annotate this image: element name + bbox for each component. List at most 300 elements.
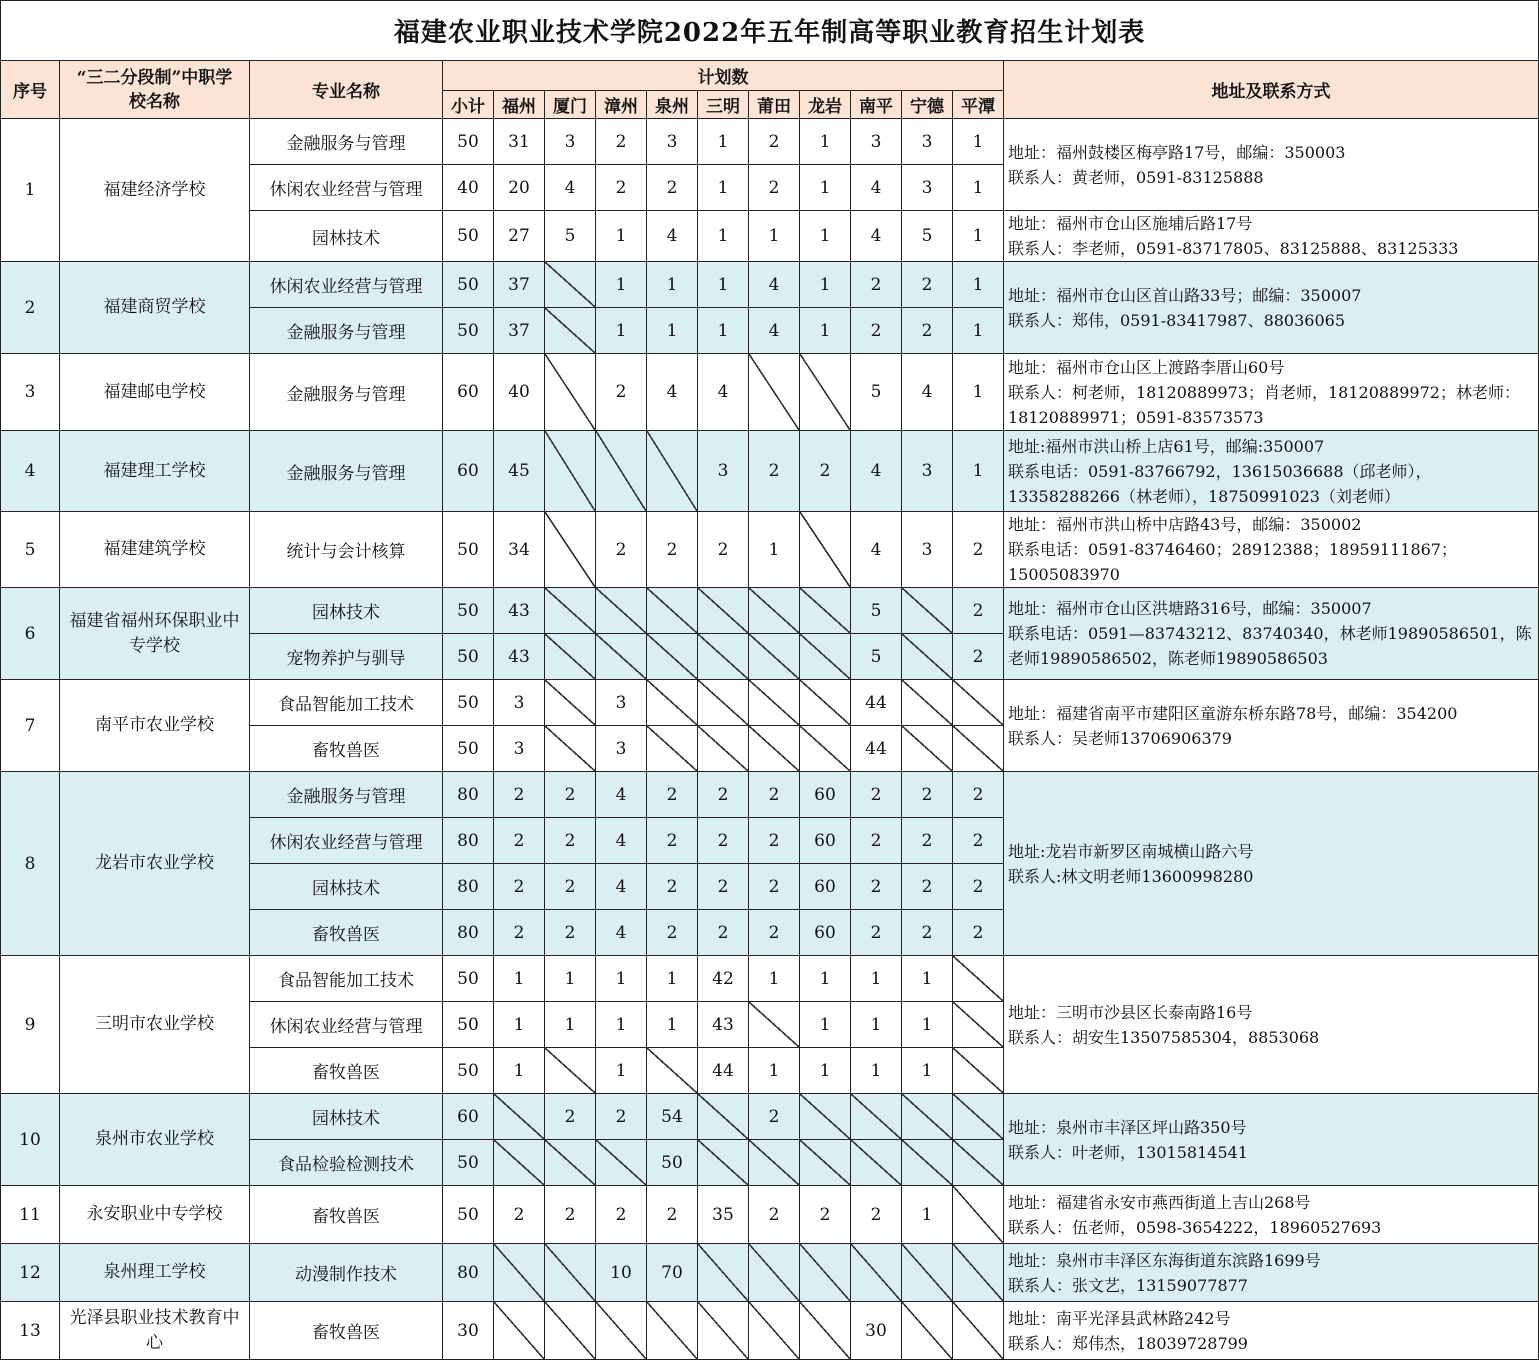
plan-count-cell: 80: [443, 818, 494, 864]
contact-line: 地址：福州市仓山区上渡路李厝山60号: [1008, 357, 1285, 377]
plan-count-cell: 2: [698, 910, 749, 956]
seq-cell: 4: [1, 431, 60, 512]
plan-count-cell: 2: [953, 910, 1004, 956]
plan-count-cell: 1: [698, 308, 749, 354]
plan-count-cell: 3: [902, 431, 953, 512]
plan-count-cell: 5: [851, 588, 902, 634]
plan-count-cell: 50: [443, 956, 494, 1002]
header-school: “三二分段制”中职学校名称: [60, 61, 250, 119]
empty-slash-cell: [647, 634, 698, 680]
plan-count-cell: 2: [902, 308, 953, 354]
contact-cell: [1004, 211, 1539, 262]
seq-cell: 10: [1, 1094, 60, 1186]
plan-count-cell: 1: [494, 956, 545, 1002]
plan-count-cell: 1: [596, 1002, 647, 1048]
empty-slash-cell: [749, 1140, 800, 1186]
plan-count-cell: 5: [902, 211, 953, 262]
plan-count-cell: 5: [851, 354, 902, 431]
empty-slash-cell: [800, 1094, 851, 1140]
school-name-cell: 福建经济学校: [60, 119, 250, 262]
plan-count-cell: 2: [494, 864, 545, 910]
empty-slash-cell: [494, 1094, 545, 1140]
empty-slash-cell: [545, 726, 596, 772]
table-row: [1, 588, 1539, 634]
contact-cell: [1004, 588, 1539, 680]
plan-count-cell: 2: [596, 119, 647, 165]
header-col: 三明: [698, 91, 749, 119]
empty-slash-cell: [545, 1140, 596, 1186]
header-col: 莆田: [749, 91, 800, 119]
contact-line: 地址：福州鼓楼区梅亭路17号，邮编：350003: [1008, 142, 1346, 162]
plan-count-cell: 2: [749, 864, 800, 910]
table-row: [1, 512, 1539, 588]
plan-count-cell: 80: [443, 910, 494, 956]
major-cell: 畜牧兽医: [250, 1186, 443, 1244]
header-col: 福州: [494, 91, 545, 119]
plan-count-cell: 2: [494, 910, 545, 956]
plan-count-cell: 2: [953, 512, 1004, 588]
plan-count-cell: 3: [596, 726, 647, 772]
header-col: 南平: [851, 91, 902, 119]
empty-slash-cell: [953, 680, 1004, 726]
plan-count-cell: 1: [953, 119, 1004, 165]
table-row: [1, 262, 1539, 308]
plan-count-cell: 2: [851, 864, 902, 910]
plan-count-cell: 30: [443, 1302, 494, 1360]
table-row: [1, 956, 1539, 1002]
plan-count-cell: 2: [647, 165, 698, 211]
contact-line: 地址：福建省永安市燕西街道上吉山268号: [1008, 1192, 1311, 1212]
seq-cell: 2: [1, 262, 60, 354]
major-cell: 宠物养护与驯导: [250, 634, 443, 680]
contact-line: 联系人：胡安生13507585304，8853068: [1008, 1027, 1320, 1047]
empty-slash-cell: [902, 1094, 953, 1140]
contact-line: 联系人：伍老师，0598-3654222，18960527693: [1008, 1217, 1382, 1237]
empty-slash-cell: [647, 680, 698, 726]
plan-count-cell: 2: [800, 1186, 851, 1244]
empty-slash-cell: [596, 1302, 647, 1360]
plan-count-cell: 1: [494, 1002, 545, 1048]
empty-slash-cell: [545, 1048, 596, 1094]
plan-count-cell: 54: [647, 1094, 698, 1140]
empty-slash-cell: [851, 1244, 902, 1302]
plan-count-cell: 2: [647, 910, 698, 956]
plan-count-cell: 1: [902, 1048, 953, 1094]
plan-count-cell: 1: [800, 165, 851, 211]
contact-line: 地址：三明市沙县区长泰南路16号: [1008, 1002, 1253, 1022]
contact-line: 联系人：黄老师，0591-83125888: [1008, 167, 1264, 187]
header-seq: 序号: [1, 61, 60, 119]
plan-count-cell: 60: [443, 1094, 494, 1140]
plan-count-cell: 44: [851, 680, 902, 726]
major-cell: 休闲农业经营与管理: [250, 165, 443, 211]
plan-count-cell: 2: [851, 818, 902, 864]
plan-count-cell: 2: [596, 512, 647, 588]
contact-line: 地址：南平光泽县武林路242号: [1008, 1308, 1231, 1328]
seq-cell: 3: [1, 354, 60, 431]
plan-count-cell: 1: [596, 956, 647, 1002]
empty-slash-cell: [647, 588, 698, 634]
empty-slash-cell: [749, 1002, 800, 1048]
empty-slash-cell: [647, 726, 698, 772]
plan-count-cell: 45: [494, 431, 545, 512]
plan-count-cell: 2: [749, 1094, 800, 1140]
table-row: [1, 431, 1539, 512]
plan-count-cell: 3: [698, 431, 749, 512]
header-col: 龙岩: [800, 91, 851, 119]
header-col: 漳州: [596, 91, 647, 119]
plan-count-cell: 2: [749, 1186, 800, 1244]
plan-count-cell: 1: [647, 308, 698, 354]
plan-count-cell: 1: [800, 119, 851, 165]
header-col: 厦门: [545, 91, 596, 119]
plan-count-cell: 1: [749, 956, 800, 1002]
plan-count-cell: 4: [851, 165, 902, 211]
plan-count-cell: 2: [902, 772, 953, 818]
seq-cell: 13: [1, 1302, 60, 1360]
plan-count-cell: 60: [800, 910, 851, 956]
contact-line: 地址:龙岩市新罗区南城横山路六号: [1008, 841, 1254, 861]
plan-count-cell: 3: [902, 165, 953, 211]
plan-count-cell: 4: [596, 818, 647, 864]
plan-count-cell: 2: [698, 864, 749, 910]
school-name-cell: 南平市农业学校: [60, 680, 250, 772]
header-contact: 地址及联系方式: [1004, 61, 1539, 119]
plan-count-cell: 1: [545, 956, 596, 1002]
major-cell: 金融服务与管理: [250, 772, 443, 818]
empty-slash-cell: [545, 354, 596, 431]
empty-slash-cell: [545, 308, 596, 354]
empty-slash-cell: [545, 512, 596, 588]
seq-cell: 9: [1, 956, 60, 1094]
plan-count-cell: 1: [800, 1048, 851, 1094]
empty-slash-cell: [953, 1048, 1004, 1094]
header-col: 小计: [443, 91, 494, 119]
plan-count-cell: 60: [800, 864, 851, 910]
plan-count-cell: 1: [596, 1048, 647, 1094]
contact-line: 联系电话：0591—83743212、83740340，林老师19890586501，陈老师19890586502，陈老师19890586503: [1008, 624, 1532, 668]
empty-slash-cell: [800, 1302, 851, 1360]
plan-count-cell: 2: [494, 818, 545, 864]
empty-slash-cell: [953, 1244, 1004, 1302]
empty-slash-cell: [749, 354, 800, 431]
empty-slash-cell: [953, 1094, 1004, 1140]
plan-count-cell: 50: [443, 512, 494, 588]
contact-line: 联系人：郑伟，0591-83417987、88036065: [1008, 310, 1346, 330]
plan-count-cell: 3: [494, 680, 545, 726]
plan-count-cell: 34: [494, 512, 545, 588]
contact-cell: [1004, 680, 1539, 772]
header-major: 专业名称: [250, 61, 443, 119]
plan-count-cell: 2: [545, 1094, 596, 1140]
plan-count-cell: 4: [698, 354, 749, 431]
plan-count-cell: 4: [851, 211, 902, 262]
plan-count-cell: 2: [902, 910, 953, 956]
empty-slash-cell: [800, 726, 851, 772]
empty-slash-cell: [545, 588, 596, 634]
plan-count-cell: 4: [902, 354, 953, 431]
plan-count-cell: 1: [647, 1002, 698, 1048]
plan-count-cell: 1: [647, 956, 698, 1002]
plan-count-cell: 2: [953, 634, 1004, 680]
contact-line: 联系人：郑伟杰，18039728799: [1008, 1333, 1248, 1353]
empty-slash-cell: [698, 1302, 749, 1360]
plan-count-cell: 2: [902, 262, 953, 308]
empty-slash-cell: [953, 956, 1004, 1002]
contact-line: 地址：泉州市丰泽区坪山路350号: [1008, 1117, 1247, 1137]
empty-slash-cell: [545, 680, 596, 726]
major-cell: 畜牧兽医: [250, 1302, 443, 1360]
plan-count-cell: 3: [596, 680, 647, 726]
empty-slash-cell: [596, 1140, 647, 1186]
plan-count-cell: 2: [545, 818, 596, 864]
table-row: [1, 772, 1539, 818]
empty-slash-cell: [902, 588, 953, 634]
school-name-cell: 泉州理工学校: [60, 1244, 250, 1302]
school-name-cell: 福建建筑学校: [60, 512, 250, 588]
plan-count-cell: 3: [494, 726, 545, 772]
empty-slash-cell: [749, 588, 800, 634]
plan-count-cell: 80: [443, 864, 494, 910]
table-row: [1, 354, 1539, 431]
major-cell: 动漫制作技术: [250, 1244, 443, 1302]
plan-count-cell: 4: [596, 772, 647, 818]
plan-count-cell: 1: [902, 1002, 953, 1048]
plan-count-cell: 2: [902, 818, 953, 864]
plan-count-cell: 50: [443, 726, 494, 772]
plan-count-cell: 4: [851, 512, 902, 588]
empty-slash-cell: [698, 1140, 749, 1186]
plan-count-cell: 1: [953, 354, 1004, 431]
plan-count-cell: 2: [800, 431, 851, 512]
empty-slash-cell: [698, 726, 749, 772]
seq-cell: 11: [1, 1186, 60, 1244]
plan-count-cell: 80: [443, 1244, 494, 1302]
plan-count-cell: 1: [749, 1048, 800, 1094]
plan-count-cell: 2: [647, 818, 698, 864]
header-col: 平潭: [953, 91, 1004, 119]
contact-line: 地址：福州市仓山区施埔后路17号: [1008, 214, 1253, 233]
plan-count-cell: 2: [647, 864, 698, 910]
plan-count-cell: 1: [851, 956, 902, 1002]
plan-count-cell: 1: [698, 119, 749, 165]
plan-count-cell: 60: [443, 354, 494, 431]
plan-count-cell: 2: [953, 772, 1004, 818]
empty-slash-cell: [800, 1244, 851, 1302]
plan-count-cell: 40: [443, 165, 494, 211]
major-cell: 食品智能加工技术: [250, 680, 443, 726]
plan-count-cell: 43: [494, 634, 545, 680]
plan-count-cell: 3: [647, 119, 698, 165]
contact-cell: [1004, 1302, 1539, 1360]
plan-count-cell: 4: [749, 308, 800, 354]
header-col: 泉州: [647, 91, 698, 119]
table-row: [1, 119, 1539, 165]
empty-slash-cell: [902, 726, 953, 772]
major-cell: 金融服务与管理: [250, 308, 443, 354]
plan-count-cell: 4: [749, 262, 800, 308]
major-cell: 金融服务与管理: [250, 354, 443, 431]
plan-count-cell: 37: [494, 262, 545, 308]
plan-count-cell: 1: [953, 262, 1004, 308]
plan-count-cell: 2: [647, 772, 698, 818]
empty-slash-cell: [953, 1140, 1004, 1186]
plan-count-cell: 30: [851, 1302, 902, 1360]
table-row: [1, 1094, 1539, 1140]
major-cell: 食品检验检测技术: [250, 1140, 443, 1186]
contact-line: 联系人:林文明老师13600998280: [1008, 866, 1254, 886]
empty-slash-cell: [953, 1302, 1004, 1360]
plan-count-cell: 4: [647, 211, 698, 262]
plan-count-cell: 50: [443, 262, 494, 308]
empty-slash-cell: [494, 1140, 545, 1186]
plan-count-cell: 1: [800, 262, 851, 308]
table-body: [1, 1, 1539, 1360]
plan-count-cell: 1: [749, 512, 800, 588]
empty-slash-cell: [596, 588, 647, 634]
contact-cell: [1004, 512, 1539, 588]
plan-count-cell: 5: [851, 634, 902, 680]
school-name-cell: 光泽县职业技术教育中心: [60, 1302, 250, 1360]
plan-count-cell: 2: [596, 354, 647, 431]
school-name-cell: 泉州市农业学校: [60, 1094, 250, 1186]
plan-count-cell: 35: [698, 1186, 749, 1244]
plan-count-cell: 2: [953, 588, 1004, 634]
table-row: [1, 680, 1539, 726]
plan-count-cell: 1: [800, 1002, 851, 1048]
school-name-cell: 福建理工学校: [60, 431, 250, 512]
empty-slash-cell: [545, 262, 596, 308]
major-cell: 畜牧兽医: [250, 910, 443, 956]
plan-count-cell: 1: [902, 956, 953, 1002]
plan-count-cell: 1: [494, 1048, 545, 1094]
empty-slash-cell: [698, 634, 749, 680]
contact-line: 联系电话：0591-83766792，13615036688（邱老师），13358288266（林老师），18750991023（刘老师）: [1008, 461, 1432, 506]
plan-count-cell: 70: [647, 1244, 698, 1302]
plan-count-cell: 1: [800, 956, 851, 1002]
plan-count-cell: 60: [443, 431, 494, 512]
empty-slash-cell: [494, 1302, 545, 1360]
plan-count-cell: 2: [749, 818, 800, 864]
plan-count-cell: 80: [443, 772, 494, 818]
major-cell: 休闲农业经营与管理: [250, 818, 443, 864]
empty-slash-cell: [902, 1302, 953, 1360]
plan-count-cell: 50: [443, 211, 494, 262]
plan-count-cell: 2: [851, 1186, 902, 1244]
contact-cell: [1004, 772, 1539, 956]
plan-count-cell: 50: [443, 1186, 494, 1244]
empty-slash-cell: [800, 512, 851, 588]
plan-count-cell: 1: [698, 165, 749, 211]
plan-count-cell: 2: [545, 772, 596, 818]
plan-count-cell: 2: [596, 165, 647, 211]
plan-count-cell: 5: [545, 211, 596, 262]
plan-count-cell: 60: [800, 818, 851, 864]
contact-line: 联系人：叶老师，13015814541: [1008, 1142, 1248, 1162]
plan-count-cell: 2: [494, 1186, 545, 1244]
plan-count-cell: 2: [851, 772, 902, 818]
empty-slash-cell: [800, 634, 851, 680]
plan-count-cell: 1: [698, 262, 749, 308]
contact-line: 地址：福州市洪山桥中店路43号，邮编：350002: [1008, 515, 1362, 534]
contact-line: 联系人：吴老师13706906379: [1008, 728, 1232, 748]
plan-count-cell: 50: [443, 1002, 494, 1048]
contact-line: 地址：泉州市丰泽区东海街道东滨路1699号: [1008, 1250, 1321, 1270]
plan-count-cell: 50: [443, 1048, 494, 1094]
school-name-cell: 永安职业中专学校: [60, 1186, 250, 1244]
contact-cell: [1004, 354, 1539, 431]
contact-line: 地址：福州市仓山区首山路33号；邮编：350007: [1008, 285, 1362, 305]
plan-count-cell: 50: [443, 634, 494, 680]
plan-count-cell: 2: [851, 262, 902, 308]
contact-cell: [1004, 1244, 1539, 1302]
plan-count-cell: 4: [851, 431, 902, 512]
empty-slash-cell: [647, 1048, 698, 1094]
empty-slash-cell: [749, 726, 800, 772]
plan-count-cell: 1: [902, 1186, 953, 1244]
major-cell: 休闲农业经营与管理: [250, 1002, 443, 1048]
seq-cell: 5: [1, 512, 60, 588]
empty-slash-cell: [596, 431, 647, 512]
empty-slash-cell: [953, 1002, 1004, 1048]
plan-count-cell: 2: [851, 308, 902, 354]
contact-cell: [1004, 1186, 1539, 1244]
plan-count-cell: 2: [749, 431, 800, 512]
empty-slash-cell: [596, 634, 647, 680]
plan-count-cell: 42: [698, 956, 749, 1002]
empty-slash-cell: [902, 634, 953, 680]
plan-count-cell: 50: [443, 119, 494, 165]
table-row: [1, 1244, 1539, 1302]
contact-line: 联系人：柯老师，18120889973；肖老师，18120889972；林老师：18120889971；0591-83573573: [1008, 382, 1520, 427]
plan-count-cell: 50: [443, 1140, 494, 1186]
plan-count-cell: 2: [851, 910, 902, 956]
empty-slash-cell: [851, 1094, 902, 1140]
plan-count-cell: 1: [596, 308, 647, 354]
plan-count-cell: 43: [494, 588, 545, 634]
plan-count-cell: 2: [749, 772, 800, 818]
major-cell: 休闲农业经营与管理: [250, 262, 443, 308]
empty-slash-cell: [698, 588, 749, 634]
empty-slash-cell: [698, 1244, 749, 1302]
plan-count-cell: 50: [443, 588, 494, 634]
plan-count-cell: 1: [800, 211, 851, 262]
empty-slash-cell: [800, 680, 851, 726]
plan-count-cell: 4: [647, 354, 698, 431]
major-cell: 金融服务与管理: [250, 431, 443, 512]
plan-count-cell: 2: [596, 1094, 647, 1140]
major-cell: 园林技术: [250, 211, 443, 262]
plan-count-cell: 2: [545, 910, 596, 956]
contact-line: 联系电话：0591-83746460；28912388；18959111867；15005083970: [1008, 540, 1457, 584]
plan-count-cell: 2: [698, 772, 749, 818]
plan-count-cell: 2: [749, 119, 800, 165]
contact-line: 地址:福州市洪山桥上店61号，邮编:350007: [1008, 436, 1325, 456]
empty-slash-cell: [647, 431, 698, 512]
empty-slash-cell: [953, 1186, 1004, 1244]
contact-line: 地址：福建省南平市建阳区童游东桥东路78号，邮编：354200: [1008, 703, 1458, 723]
plan-count-cell: 2: [749, 165, 800, 211]
seq-cell: 12: [1, 1244, 60, 1302]
major-cell: 食品智能加工技术: [250, 956, 443, 1002]
empty-slash-cell: [902, 1140, 953, 1186]
plan-count-cell: 3: [851, 119, 902, 165]
empty-slash-cell: [698, 680, 749, 726]
contact-line: 地址：福州市仓山区洪塘路316号，邮编：350007: [1008, 599, 1372, 618]
contact-line: 联系人：张文艺，13159077877: [1008, 1275, 1248, 1295]
plan-count-cell: 1: [647, 262, 698, 308]
major-cell: 畜牧兽医: [250, 726, 443, 772]
